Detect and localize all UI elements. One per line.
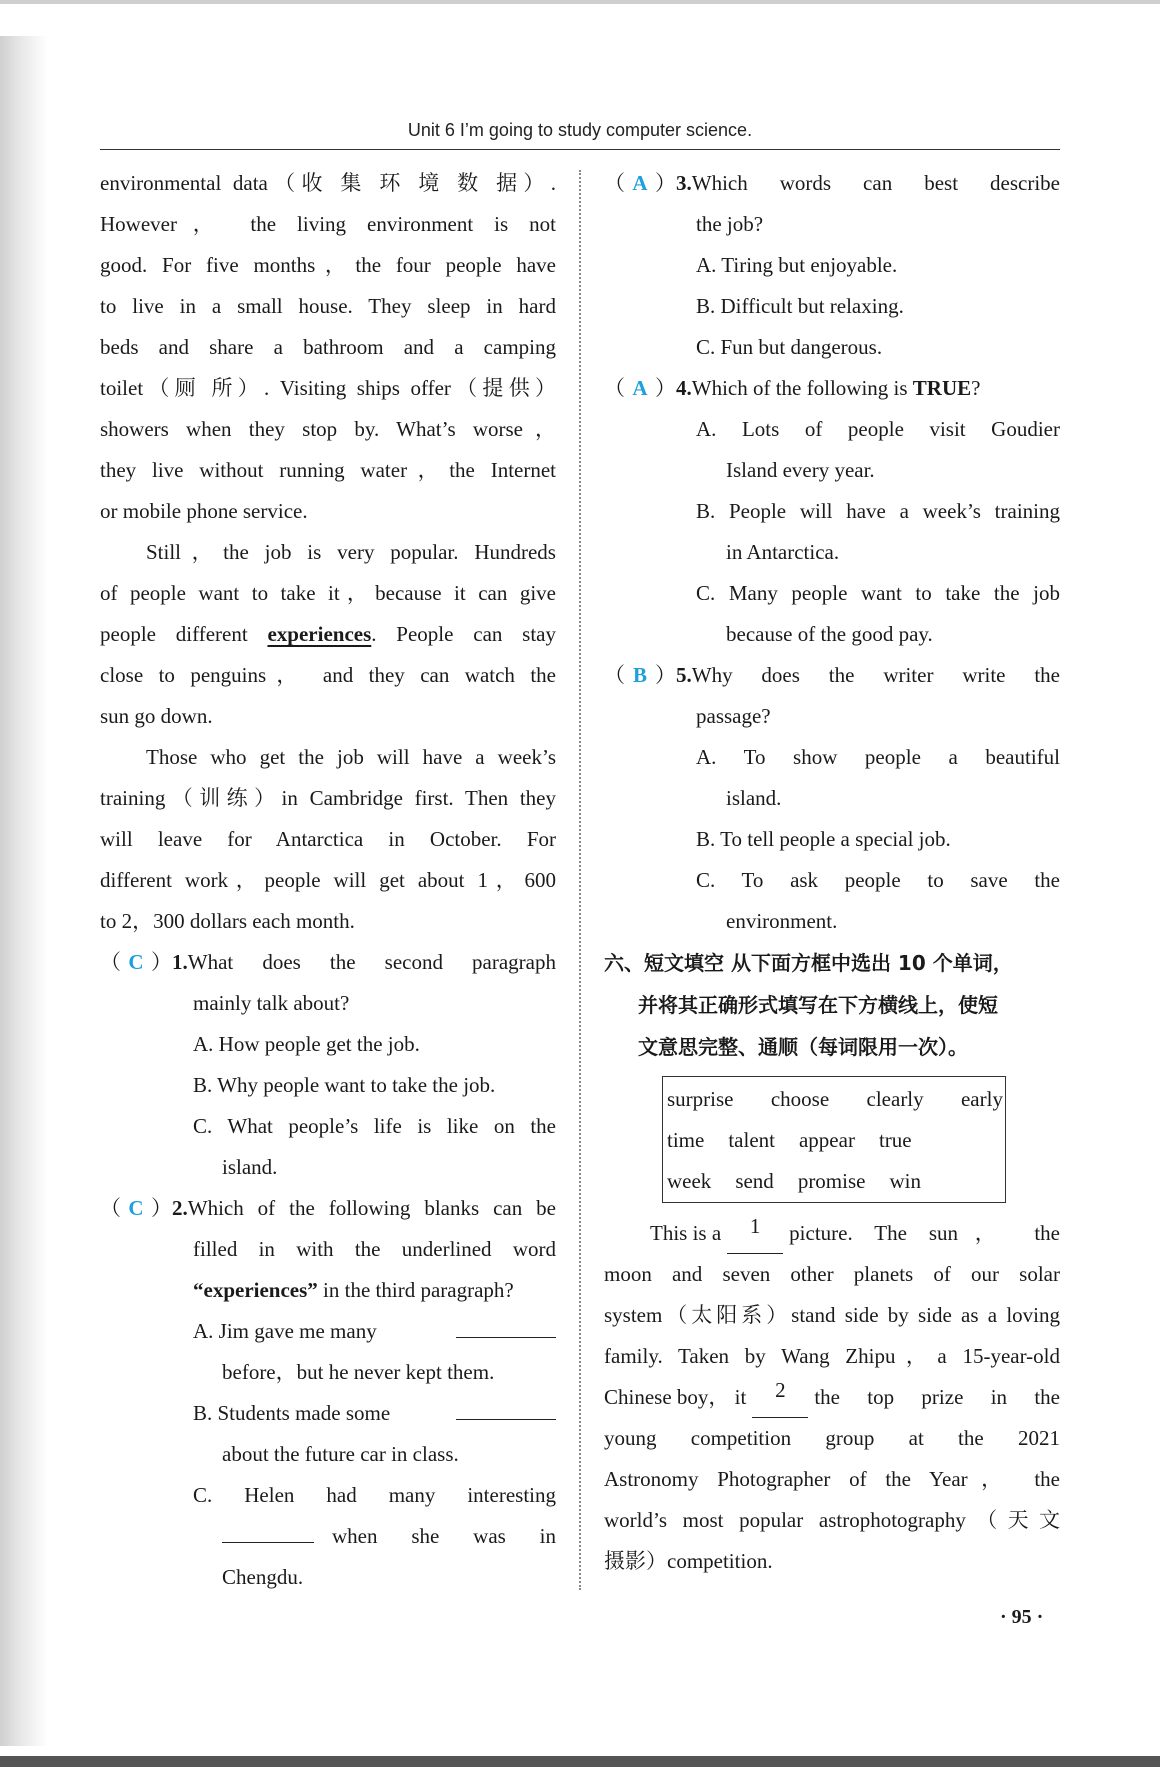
text-line: environmental data（收 集 环 境 数 据）. (100, 171, 556, 195)
text-line: to 2，300 dollars each month. (100, 909, 355, 933)
paren-close: ） (151, 950, 172, 974)
text-line: world’s most popular astrophotography（天文 (604, 1508, 1060, 1532)
question-stem (100, 942, 556, 983)
text-line (604, 1377, 1060, 1418)
text-line: showers when they stop by. What’s worse， (100, 417, 556, 441)
word-bank-item: early (960, 1087, 1003, 1111)
question-index: 4. (676, 376, 692, 400)
text-line: environment. (726, 909, 838, 933)
paren-open: （ (604, 171, 625, 195)
paren-open: （ (100, 1196, 121, 1220)
text-line: in Antarctica. (726, 540, 840, 564)
question-stem (604, 163, 1060, 204)
word-bank-item: surprise (667, 1087, 734, 1111)
text-line: because of the good pay. (726, 622, 933, 646)
passage-paragraph-1 (100, 163, 556, 532)
option-c: C. What people’s life is like on the (193, 1114, 556, 1138)
text-line: moon and seven other planets of our solar (604, 1262, 1060, 1286)
question-5 (604, 655, 1060, 942)
word-bank-item: talent (728, 1128, 775, 1152)
option-a: A. How people get the job. (193, 1032, 420, 1056)
question-index: 1. (172, 950, 188, 974)
text-line: they live without running water，the Internet (100, 458, 556, 482)
cloze-passage (604, 1213, 1060, 1582)
option-a: A. Lots of people visit Goudier (696, 417, 1060, 441)
cloze-blank-1[interactable]: 1 (727, 1213, 783, 1254)
text-line (692, 368, 1060, 409)
quoted-word: “experiences” (193, 1278, 318, 1302)
text-line (100, 614, 556, 655)
question-1 (100, 942, 556, 1188)
text-segment: B. Students made some (193, 1401, 391, 1425)
text-line: Still，the job is very popular. Hundreds (146, 540, 556, 564)
option-c: C. Fun but dangerous. (696, 335, 883, 359)
section-heading-line: 六、短文填空 从下面方框中选出 10 个单词， (604, 951, 1013, 975)
text-segment: Chinese boy， it (604, 1385, 747, 1409)
text-line: island. (726, 786, 782, 810)
question-number (100, 942, 188, 983)
text-line: beds and share a bathroom and a camping (100, 335, 556, 359)
paren-open: （ (604, 376, 625, 400)
option-a (100, 1311, 556, 1352)
word-bank-box (662, 1076, 1006, 1203)
word-bank-row (667, 1120, 1005, 1161)
word-bank-item: time (667, 1128, 705, 1152)
text-segment: Which of the following is (691, 376, 913, 400)
left-column (100, 163, 556, 1598)
word-bank-item: clearly (866, 1087, 924, 1111)
passage-paragraph-2 (100, 532, 556, 737)
word-bank-item: send (735, 1169, 774, 1193)
paren-close: ） (655, 171, 676, 195)
text-line (100, 1516, 556, 1557)
text-line: Chengdu. (222, 1565, 304, 1589)
text-line: training（训练）in Cambridge first. Then they (100, 786, 556, 810)
text-line: or mobile phone service. (100, 499, 308, 523)
text-line: toilet（厕 所）. Visiting ships offer（提供） (100, 376, 556, 400)
text-line: 摄影）competition. (604, 1549, 773, 1573)
bold-word: TRUE (912, 376, 972, 400)
question-stem (604, 655, 1060, 696)
text-segment: ? (971, 376, 981, 400)
text-line: Island every year. (726, 458, 875, 482)
answer-mark: A (632, 171, 648, 195)
text-line: before，but he never kept them. (222, 1360, 495, 1384)
word-bank-item: win (889, 1169, 921, 1193)
text-segment: the top prize in the (814, 1385, 1060, 1409)
option-a: A. Tiring but enjoyable. (696, 253, 898, 277)
text-line: island. (222, 1155, 278, 1179)
question-number (604, 368, 692, 409)
question-stem (100, 1188, 556, 1229)
word-bank-item: promise (797, 1169, 866, 1193)
option-b (100, 1393, 556, 1434)
section-6-heading (604, 942, 1060, 1068)
answer-mark: A (632, 376, 648, 400)
header-rule (100, 149, 1060, 150)
option-b: B. People will have a week’s training (696, 499, 1060, 523)
right-column (604, 163, 1060, 1582)
answer-blank[interactable] (222, 1516, 314, 1543)
question-index: 3. (676, 171, 692, 195)
text-line: What does the second paragraph (187, 950, 556, 974)
page-top-edge (0, 0, 1160, 4)
text-segment: . People can stay (371, 622, 557, 646)
text-line: Which of the following blanks can be (187, 1196, 556, 1220)
option-c: C. Helen had many interesting (193, 1483, 556, 1507)
question-number (100, 1188, 188, 1229)
option-b: B. To tell people a special job. (696, 827, 951, 851)
option-c: C. To ask people to save the (696, 868, 1060, 892)
text-line: system（太阳系）stand side by side as a loving (604, 1303, 1060, 1327)
paren-open: （ (604, 663, 625, 687)
section-heading-line: 文意思完整、通顺（每词限用一次）。 (638, 1035, 968, 1059)
text-line: different work，people will get about 1，600 (100, 868, 556, 892)
text-line: good. For five months，the four people have (100, 253, 556, 277)
column-divider (579, 170, 581, 1590)
answer-mark: C (128, 950, 144, 974)
option-a: A. To show people a beautiful (696, 745, 1060, 769)
text-line: Why does the writer write the (691, 663, 1060, 687)
answer-blank[interactable] (456, 1393, 556, 1420)
question-number (604, 655, 692, 696)
text-line: sun go down. (100, 704, 213, 728)
page-number: · 95 · (1000, 1606, 1044, 1628)
text-line: However， the living environment is not (100, 212, 556, 236)
text-line: the job? (696, 212, 764, 236)
paren-open: （ (100, 950, 121, 974)
text-line: Those who get the job will have a week’s (146, 745, 556, 769)
answer-mark: B (632, 663, 647, 687)
answer-mark: C (128, 1196, 144, 1220)
text-line: filled in with the underlined word (193, 1237, 556, 1261)
text-line: close to penguins， and they can watch the (100, 663, 556, 687)
text-line: young competition group at the 2021 (604, 1426, 1060, 1450)
passage-paragraph-3 (100, 737, 556, 942)
text-line: passage? (696, 704, 771, 728)
text-line (100, 1270, 556, 1311)
running-header: Unit 6 I’m going to study computer science. (407, 120, 753, 140)
text-line: Which words can best describe (691, 171, 1060, 195)
section-heading-line: 并将其正确形式填写在下方横线上，使短 (638, 993, 998, 1017)
word-bank-item: appear (798, 1128, 855, 1152)
book-spine-shadow (0, 36, 48, 1746)
word-bank-item: week (667, 1169, 712, 1193)
text-line: Astronomy Photographer of the Year， the (604, 1467, 1060, 1491)
text-line: mainly talk about? (193, 991, 350, 1015)
option-b: B. Why people want to take the job. (193, 1073, 496, 1097)
text-line: about the future car in class. (222, 1442, 459, 1466)
paren-close: ） (655, 376, 676, 400)
text-line: will leave for Antarctica in October. For (100, 827, 556, 851)
word-bank-row (667, 1161, 1005, 1202)
question-index: 2. (172, 1196, 188, 1220)
text-segment: This is a (650, 1221, 722, 1245)
text-line: to live in a small house. They sleep in hard (100, 294, 556, 318)
question-2 (100, 1188, 556, 1598)
text-segment: in the third paragraph? (317, 1278, 514, 1302)
text-line: family. Taken by Wang Zhipu，a 15-year-old (604, 1344, 1060, 1368)
cloze-blank-2[interactable]: 2 (752, 1377, 808, 1418)
question-3 (604, 163, 1060, 368)
text-line (604, 1213, 1060, 1254)
word-bank-item: true (878, 1128, 912, 1152)
text-segment: when she was in (332, 1524, 556, 1548)
question-number (604, 163, 692, 204)
word-bank-item: choose (770, 1087, 830, 1111)
word-bank-row (667, 1079, 1005, 1120)
text-line: of people want to take it，because it can give (100, 581, 556, 605)
paren-close: ） (655, 663, 676, 687)
paren-close: ） (151, 1196, 172, 1220)
text-segment: A. Jim gave me many (193, 1319, 377, 1343)
text-segment: people different (100, 622, 268, 646)
underlined-word-experiences: experiences (267, 622, 372, 646)
page-bottom-edge (0, 1756, 1160, 1767)
text-segment: picture. The sun， the (789, 1221, 1060, 1245)
question-stem (604, 368, 1060, 409)
question-4 (604, 368, 1060, 655)
option-c: C. Many people want to take the job (696, 581, 1060, 605)
option-b: B. Difficult but relaxing. (696, 294, 904, 318)
question-index: 5. (676, 663, 692, 687)
answer-blank[interactable] (456, 1311, 556, 1338)
